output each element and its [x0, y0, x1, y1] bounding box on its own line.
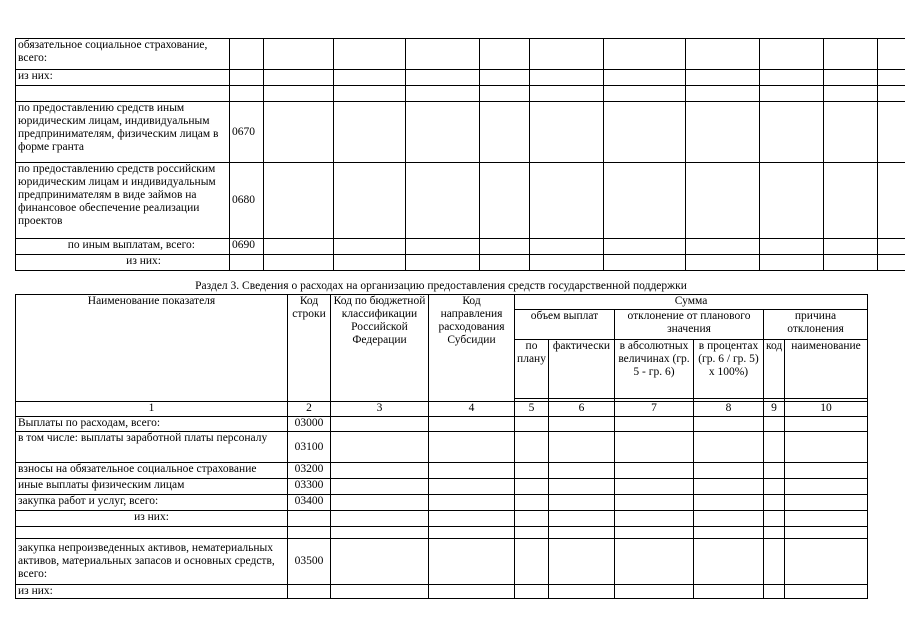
section-title: Раздел 3. Сведения о расходах на организацию предоставления средств государственной поддержки	[195, 280, 687, 292]
table-row	[16, 102, 905, 163]
header-percent: в процентах (гр. 6 / гр. 5) x 100%)	[694, 340, 764, 399]
row-code: 0670	[230, 102, 264, 163]
column-number: 7	[615, 402, 694, 417]
header-sum: Сумма	[515, 295, 868, 310]
row-code: 0690	[230, 239, 264, 255]
header-by-plan: по плану	[515, 340, 549, 399]
column-number: 6	[549, 402, 615, 417]
section3-table	[15, 294, 868, 599]
table-row	[16, 239, 905, 255]
header-absolute: в абсолютных величинах (гр. 5 - гр. 6)	[615, 340, 694, 399]
header-deviation: отклонение от планового значения	[615, 310, 764, 340]
header-direction: Код направления расходования Субсидии	[429, 295, 515, 402]
row-name: в том числе: выплаты заработной платы персоналу	[16, 432, 288, 463]
row-name: по предоставлению средств иным юридическим лицам, индивидуальным предпринимателям, физическим лицам в форме гранта	[16, 102, 230, 163]
header-reason: причина отклонения	[764, 310, 868, 340]
header-reason-name: наименование	[785, 340, 868, 399]
header-volume: объем выплат	[515, 310, 615, 340]
row-code: 03500	[288, 539, 331, 585]
row-name	[16, 86, 230, 102]
table-row	[16, 255, 905, 271]
row-code: 03000	[288, 417, 331, 432]
row-name: обязательное социальное страхование, всего:	[16, 39, 230, 70]
upper-table	[15, 38, 905, 271]
column-number: 10	[785, 402, 868, 417]
header-budget-class: Код по бюджетной классификации Российской Федерации	[331, 295, 429, 402]
row-code: 0680	[230, 163, 264, 239]
column-number: 2	[288, 402, 331, 417]
table-row	[16, 511, 868, 527]
table-row	[16, 86, 905, 102]
row-code	[230, 70, 264, 86]
column-number: 5	[515, 402, 549, 417]
row-name: взносы на обязательное социальное страхование	[16, 463, 288, 479]
row-code: 03300	[288, 479, 331, 495]
row-code	[288, 511, 331, 527]
column-numbers-row	[16, 402, 868, 417]
table-row	[16, 163, 905, 239]
row-name: из них:	[16, 585, 288, 599]
column-number: 8	[694, 402, 764, 417]
header-name: Наименование показателя	[16, 295, 288, 402]
row-name: иные выплаты физическим лицам	[16, 479, 288, 495]
table-row	[16, 463, 868, 479]
header-reason-code: код	[764, 340, 785, 399]
column-number: 1	[16, 402, 288, 417]
row-code: 03200	[288, 463, 331, 479]
row-name: из них:	[16, 511, 288, 527]
row-name	[16, 527, 288, 539]
table-row	[16, 417, 868, 432]
header-code: Код строки	[288, 295, 331, 402]
row-code: 03100	[288, 432, 331, 463]
table-row	[16, 39, 905, 70]
row-code	[288, 527, 331, 539]
row-name: из них:	[16, 70, 230, 86]
table-row	[16, 539, 868, 585]
table-row	[16, 70, 905, 86]
row-name: Выплаты по расходам, всего:	[16, 417, 288, 432]
table-row	[16, 479, 868, 495]
column-number: 4	[429, 402, 515, 417]
row-name: закупка работ и услуг, всего:	[16, 495, 288, 511]
row-code	[230, 255, 264, 271]
row-name: по иным выплатам, всего:	[16, 239, 230, 255]
row-code	[288, 585, 331, 599]
column-number: 3	[331, 402, 429, 417]
header-actual: фактически	[549, 340, 615, 399]
row-code: 03400	[288, 495, 331, 511]
table-row	[16, 495, 868, 511]
row-name: из них:	[16, 255, 230, 271]
row-name: закупка непроизведенных активов, нематериальных активов, материальных запасов и основных средств, всего:	[16, 539, 288, 585]
header-row	[16, 295, 868, 310]
table-row	[16, 585, 868, 599]
row-code	[230, 39, 264, 70]
row-name: по предоставлению средств российским юридическим лицам и индивидуальным предпринимателям в виде займов на финансовое обеспечение реализации проектов	[16, 163, 230, 239]
column-number: 9	[764, 402, 785, 417]
row-code	[230, 86, 264, 102]
table-row	[16, 432, 868, 463]
table-row	[16, 527, 868, 539]
